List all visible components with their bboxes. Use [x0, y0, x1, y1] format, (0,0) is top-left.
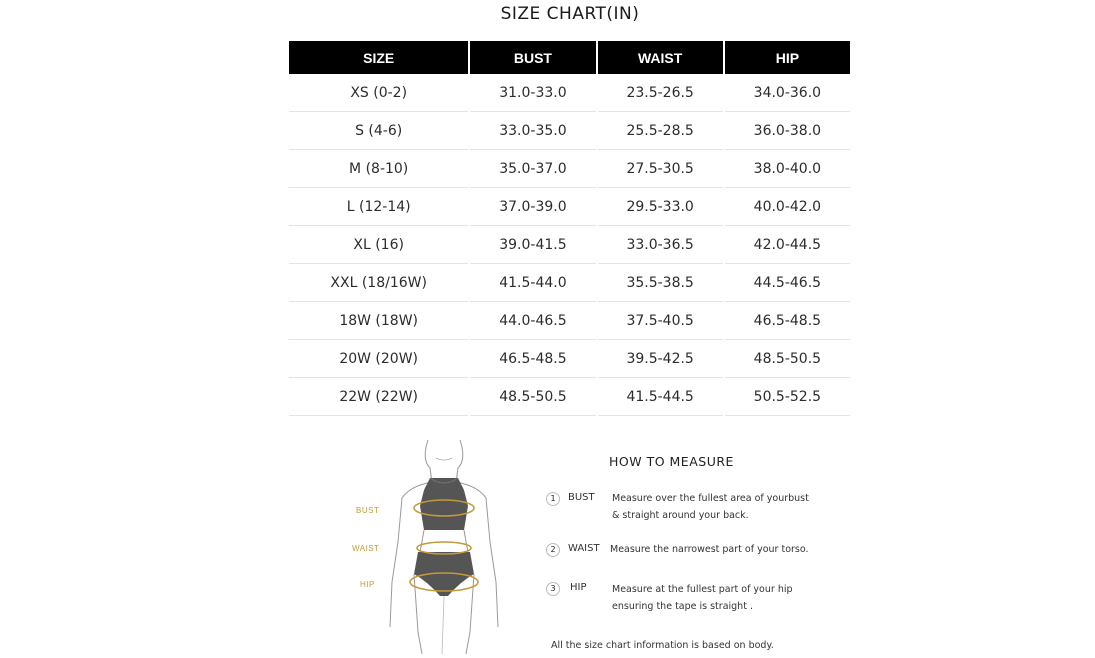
step-text-hip: Measure at the fullest part of your hip ensuring the tape is straight .	[612, 584, 793, 612]
cell-size: 20W (20W)	[289, 340, 468, 378]
cell-size: XXL (18/16W)	[289, 264, 468, 302]
cell-size: 22W (22W)	[289, 378, 468, 416]
cell-hip: 50.5-52.5	[725, 378, 850, 416]
step-text-waist: Measure the narrowest part of your torso.	[610, 544, 809, 555]
measurement-figure	[340, 432, 520, 654]
table-row	[289, 188, 850, 226]
cell-hip: 48.5-50.5	[725, 340, 850, 378]
table-row	[289, 264, 850, 302]
footnote: All the size chart information is based on body.	[551, 640, 774, 651]
cell-hip: 38.0-40.0	[725, 150, 850, 188]
cell-bust: 48.5-50.5	[470, 378, 595, 416]
figure-label-waist: WAIST	[352, 544, 380, 553]
cell-bust: 39.0-41.5	[470, 226, 595, 264]
header-bust: BUST	[470, 41, 595, 74]
cell-size: XS (0-2)	[289, 74, 468, 112]
cell-size: 18W (18W)	[289, 302, 468, 340]
cell-bust: 46.5-48.5	[470, 340, 595, 378]
cell-waist: 41.5-44.5	[598, 378, 723, 416]
table-row	[289, 150, 850, 188]
header-waist: WAIST	[598, 41, 723, 74]
cell-hip: 40.0-42.0	[725, 188, 850, 226]
cell-size: L (12-14)	[289, 188, 468, 226]
step-label-waist: WAIST	[568, 543, 600, 554]
cell-hip: 42.0-44.5	[725, 226, 850, 264]
cell-size: XL (16)	[289, 226, 468, 264]
table-row	[289, 112, 850, 150]
cell-waist: 25.5-28.5	[598, 112, 723, 150]
step-number: 2	[546, 543, 560, 557]
table-row	[289, 226, 850, 264]
cell-bust: 35.0-37.0	[470, 150, 595, 188]
cell-waist: 33.0-36.5	[598, 226, 723, 264]
cell-bust: 33.0-35.0	[470, 112, 595, 150]
cell-waist: 35.5-38.5	[598, 264, 723, 302]
table-row	[289, 378, 850, 416]
cell-bust: 31.0-33.0	[470, 74, 595, 112]
how-to-measure-title: HOW TO MEASURE	[609, 454, 734, 469]
step-number: 3	[546, 582, 560, 596]
cell-size: S (4-6)	[289, 112, 468, 150]
step-number: 1	[546, 492, 560, 506]
header-hip: HIP	[725, 41, 850, 74]
table-row	[289, 74, 850, 112]
table-header-row	[289, 41, 850, 74]
cell-waist: 39.5-42.5	[598, 340, 723, 378]
cell-size: M (8-10)	[289, 150, 468, 188]
cell-waist: 29.5-33.0	[598, 188, 723, 226]
step-text-bust: Measure over the fullest area of yourbust & straight around your back.	[612, 493, 809, 521]
table-body	[289, 74, 850, 416]
body-outline-illustration	[340, 432, 520, 654]
figure-label-bust: BUST	[356, 506, 380, 515]
page-title: SIZE CHART(IN)	[500, 4, 640, 24]
step-label-bust: BUST	[568, 492, 595, 503]
cell-hip: 46.5-48.5	[725, 302, 850, 340]
cell-waist: 23.5-26.5	[598, 74, 723, 112]
table-row	[289, 302, 850, 340]
cell-bust: 44.0-46.5	[470, 302, 595, 340]
cell-bust: 41.5-44.0	[470, 264, 595, 302]
cell-bust: 37.0-39.0	[470, 188, 595, 226]
cell-hip: 34.0-36.0	[725, 74, 850, 112]
cell-hip: 44.5-46.5	[725, 264, 850, 302]
header-size: SIZE	[289, 41, 468, 74]
cell-waist: 27.5-30.5	[598, 150, 723, 188]
size-chart-table	[287, 41, 852, 416]
step-label-hip: HIP	[570, 582, 587, 593]
figure-label-hip: HIP	[360, 580, 375, 589]
table-row	[289, 340, 850, 378]
cell-hip: 36.0-38.0	[725, 112, 850, 150]
cell-waist: 37.5-40.5	[598, 302, 723, 340]
